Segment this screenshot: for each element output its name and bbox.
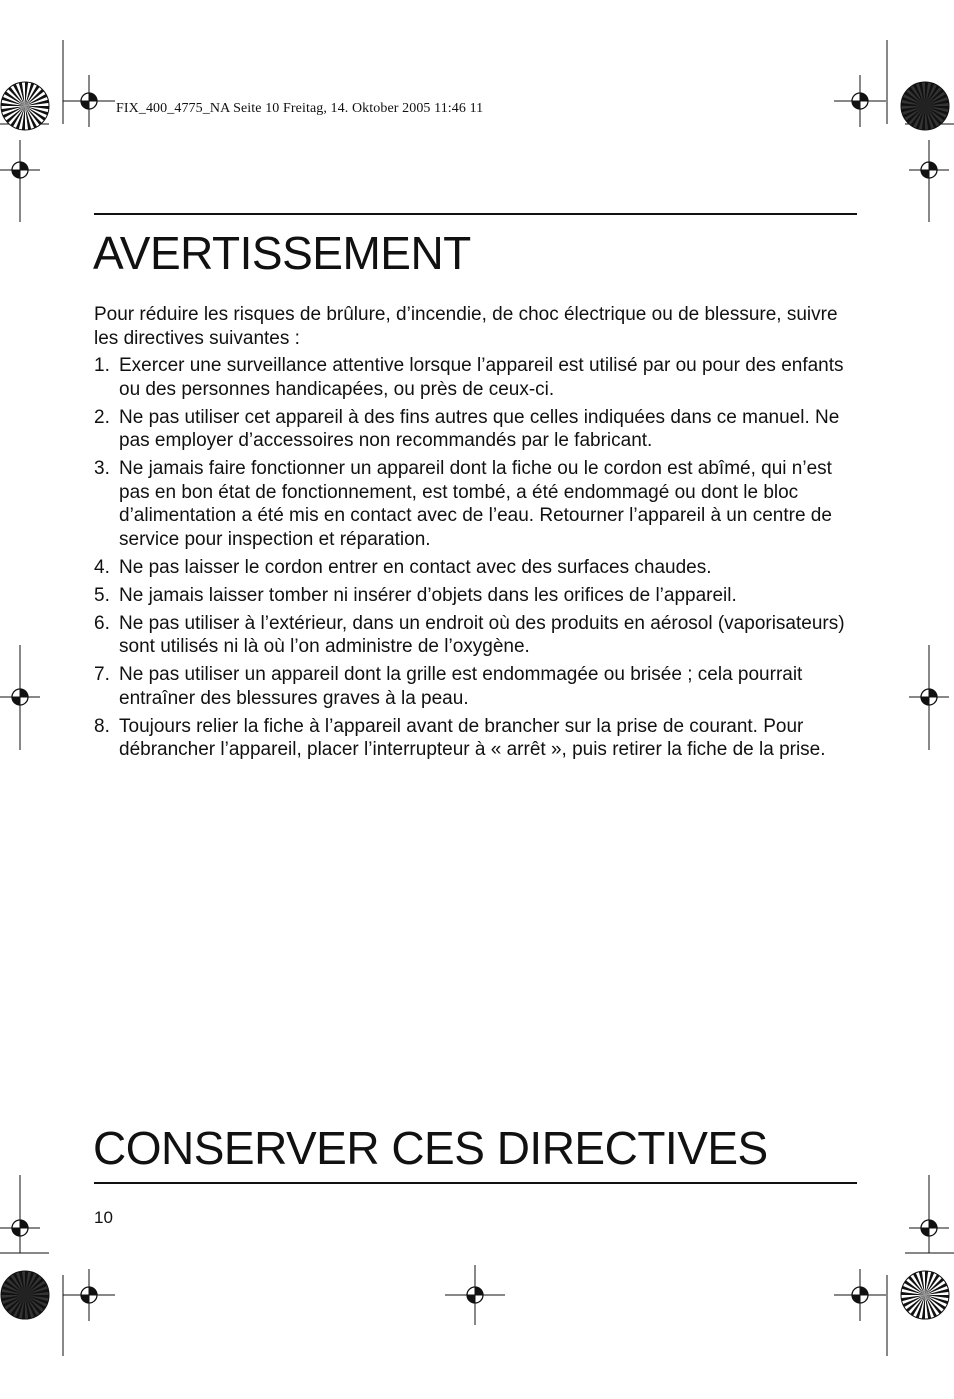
top-rule [94,213,857,215]
page-title: AVERTISSEMENT [93,227,471,279]
warning-list [94,354,864,762]
list-item-text: Ne pas utiliser à l’extérieur, dans un endroit où des produits en aérosol (vaporisateurs) sont utilisés ni là où l’on administre de l’oxygène. [119,612,845,657]
list-item-text: Toujours relier la fiche à l’appareil avant de brancher sur la prise de courant. Pour débrancher l’appareil, placer l’interrupteur à « arrêt », puis retirer la fiche de la prise. [119,715,826,760]
list-item [94,715,864,762]
list-item-number: 3. [94,458,110,479]
list-item-number: 4. [94,556,110,578]
starburst-wheel-icon [901,82,949,130]
list-item-number: 5. [94,584,110,606]
registration-target-icon [0,150,40,190]
starburst-wheel-icon [1,82,49,130]
list-item-text: Exercer une surveillance attentive lorsque l’appareil est utilisé par ou pour des enfants ou des personnes handicapées, ou près de ceux-ci. [119,355,844,400]
registration-target-icon [0,1208,40,1248]
list-item-text: Ne jamais laisser tomber ni insérer d’objets dans les orifices de l’appareil. [119,584,737,606]
registration-target-icon [445,1265,505,1325]
list-item [94,354,864,401]
footer-title: CONSERVER CES DIRECTIVES [93,1122,768,1174]
list-item-number: 6. [94,612,110,634]
registration-target-icon [834,75,886,127]
list-item-number: 8. [94,715,110,737]
list-item [94,612,864,659]
list-item [94,406,864,453]
bottom-rule [94,1182,857,1184]
list-item-number: 2. [94,406,110,428]
registration-target-icon [909,1208,949,1248]
starburst-wheel-icon [901,1271,949,1319]
list-item-text: Ne jamais faire fonctionner un appareil dont la fiche ou le cordon est abîmé, qui n’est pas en bon état de fonctionnement, est tombé, a été endommagé ou dont le bloc d’alimentation a été mis en contact avec de l’eau. Retourner l’appareil à un centre de service pour inspection et réparation. [119,458,832,550]
registration-target-icon [63,1269,115,1321]
list-item-text: Ne pas utiliser un appareil dont la grille est endommagée ou brisée ; cela pourrait entraîner des blessures graves à la peau. [119,664,803,709]
list-item [94,556,864,580]
warning-content [94,303,864,766]
registration-target-icon [909,150,949,190]
list-item-number: 1. [94,355,110,376]
registration-target-icon [63,75,115,127]
print-slug: FIX_400_4775_NA Seite 10 Freitag, 14. Oktober 2005 11:46 11 [116,101,484,116]
page-number: 10 [94,1208,113,1227]
list-item-text: Ne pas laisser le cordon entrer en contact avec des surfaces chaudes. [119,556,712,578]
intro-paragraph: Pour réduire les risques de brûlure, d’incendie, de choc électrique ou de blessure, suivre les directives suivantes : [94,304,838,349]
starburst-wheel-icon [1,1271,49,1319]
list-item [94,457,864,551]
registration-target-icon [834,1269,886,1321]
list-item [94,663,864,710]
registration-target-icon [0,677,40,717]
list-item-text: Ne pas utiliser cet appareil à des fins autres que celles indiquées dans ce manuel. Ne pas employer d’accessoires non recommandés par le fabricant. [119,406,840,451]
list-item-number: 7. [94,664,110,685]
registration-target-icon [909,677,949,717]
list-item [94,584,864,608]
